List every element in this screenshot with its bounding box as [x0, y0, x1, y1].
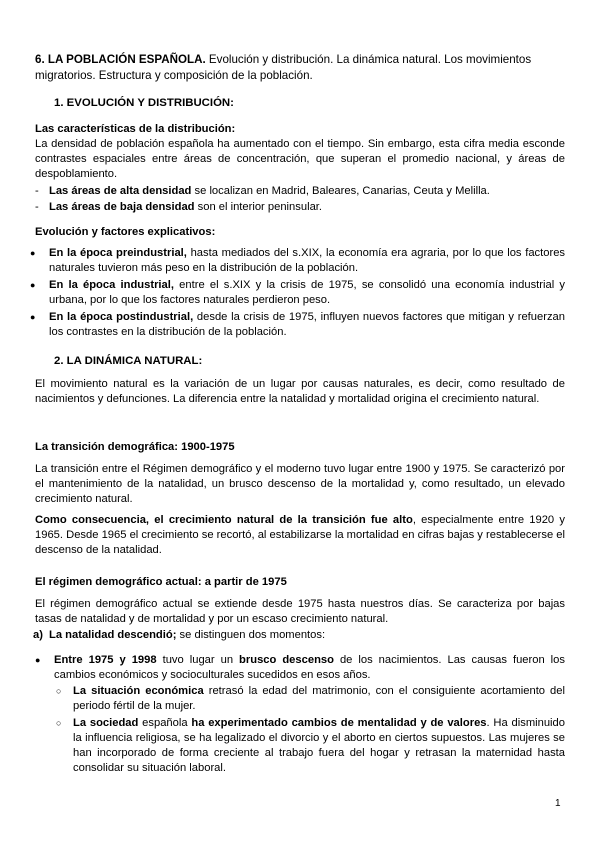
item-text: tuvo lugar un	[156, 654, 240, 666]
circle-marker: ○	[56, 686, 62, 696]
title-rest: Evolución y distribución. La dinámica natural. Los movimientos migratorios. Estructura y composición de la población.	[35, 53, 532, 82]
section-2-heading: 2. LA DINÁMICA NATURAL:	[54, 355, 203, 367]
list-item	[30, 310, 565, 340]
transition-consequence	[35, 513, 565, 558]
distribution-body: La densidad de población española ha aumentado con el tiempo. Sin embargo, esta cifra media esconde contrastes espaciales entre áreas de concentración, que superan el promedio nacional, y áreas de despoblamiento.	[35, 138, 565, 180]
consequence-rest: , especialmente entre 1920 y 1965. Desde 1965 el crecimiento se recortó, al estabilizarse la mortalidad en cifras bajas y restablecerse el descenso de la natalidad.	[35, 514, 565, 556]
natural-dynamics-body: El movimiento natural es la variación de un lugar por causas naturales, es decir, como resultado de nacimientos y defunciones. La diferencia entre la natalidad y mortalidad origina el crecimiento natural.	[35, 378, 565, 405]
bullet-marker: ●	[30, 248, 36, 258]
sub-list-item	[54, 684, 565, 714]
item-rest: entre el s.XIX y la crisis de 1975, se consolidó una economía industrial y urbana, por lo que los factores naturales perdieron peso.	[49, 279, 565, 306]
dash-marker: -	[35, 201, 39, 213]
consequence-bold: Como consecuencia, el crecimiento natural de la transición fue alto	[35, 514, 413, 526]
item-bold: Las áreas de baja densidad	[49, 201, 195, 213]
item-rest: hasta mediados del s.XIX, la economía era agraria, por lo que los factores naturales tuvieron más peso en la distribución de la población.	[49, 247, 566, 274]
item-rest: se distinguen dos momentos:	[176, 629, 326, 641]
item-bold-2: brusco descenso	[239, 654, 334, 666]
sub-list-item	[54, 716, 565, 776]
item-rest: . Ha disminuido la influencia religiosa, se ha legalizado el divorcio y el aborto en ciertos supuestos. Las mujeres se han incorporado de forma creciente al trabajo fuera del hogar y retrasan la maternidad hasta consolidar su situación laboral.	[73, 717, 565, 774]
transition-heading: La transición demográfica: 1900-1975	[35, 441, 235, 453]
list-item	[30, 278, 565, 308]
item-rest: de los nacimientos. Las causas fueron los cambios económicos y socioculturales sucedidos en esos años.	[54, 654, 565, 681]
item-bold: Las áreas de alta densidad	[49, 185, 192, 197]
title-bold: 6. LA POBLACIÓN ESPAÑOLA.	[35, 53, 206, 66]
item-bold: En la época industrial,	[49, 279, 174, 291]
item-rest: son el interior peninsular.	[194, 201, 323, 213]
item-text: española	[138, 717, 192, 729]
section-1-heading: 1. EVOLUCIÓN Y DISTRIBUCIÓN:	[54, 97, 234, 109]
bullet-marker: ●	[35, 655, 41, 665]
bullet-marker: ●	[30, 312, 36, 322]
circle-marker: ○	[56, 718, 62, 728]
alpha-marker: a)	[33, 629, 43, 641]
item-bold: En la época postindustrial,	[49, 311, 194, 323]
list-item	[30, 246, 565, 276]
item-bold: La sociedad	[73, 717, 139, 729]
item-rest: se localizan en Madrid, Baleares, Canarias, Ceuta y Melilla.	[191, 185, 490, 197]
page-number: 1	[555, 798, 561, 809]
list-item	[35, 653, 565, 683]
item-rest: desde la crisis de 1975, influyen nuevos factores que mitigan y refuerzan los contrastes en la distribución de la población.	[49, 311, 565, 338]
item-bold: La natalidad descendió;	[49, 629, 177, 641]
factors-heading: Evolución y factores explicativos:	[35, 226, 216, 238]
document-title	[35, 52, 565, 84]
item-bold: En la época preindustrial,	[49, 247, 187, 259]
item-rest: retrasó la edad del matrimonio, con el consiguiente acortamiento del periodo fértil de la mujer.	[73, 685, 565, 712]
current-regime-heading: El régimen demográfico actual: a partir de 1975	[35, 576, 287, 588]
item-bold-2: ha experimentado cambios de mentalidad y de valores	[191, 717, 487, 729]
distribution-heading: Las características de la distribución:	[35, 123, 236, 135]
current-regime-body: El régimen demográfico actual se extiende desde 1975 hasta nuestros días. Se caracteriza por bajas tasas de natalidad y de mortalidad y por un escaso crecimiento natural.	[35, 598, 565, 625]
bullet-marker: ●	[30, 280, 36, 290]
item-bold: Entre 1975 y 1998	[54, 654, 157, 666]
transition-body: La transición entre el Régimen demográfico y el moderno tuvo lugar entre 1900 y 1975. Se caracterizó por el mantenimiento de la natalidad, un brusco descenso de la mortalidad y, como resultado, un elevado crecimiento natural.	[35, 463, 565, 505]
item-bold: La situación económica	[73, 685, 204, 697]
dash-marker: -	[35, 185, 39, 197]
